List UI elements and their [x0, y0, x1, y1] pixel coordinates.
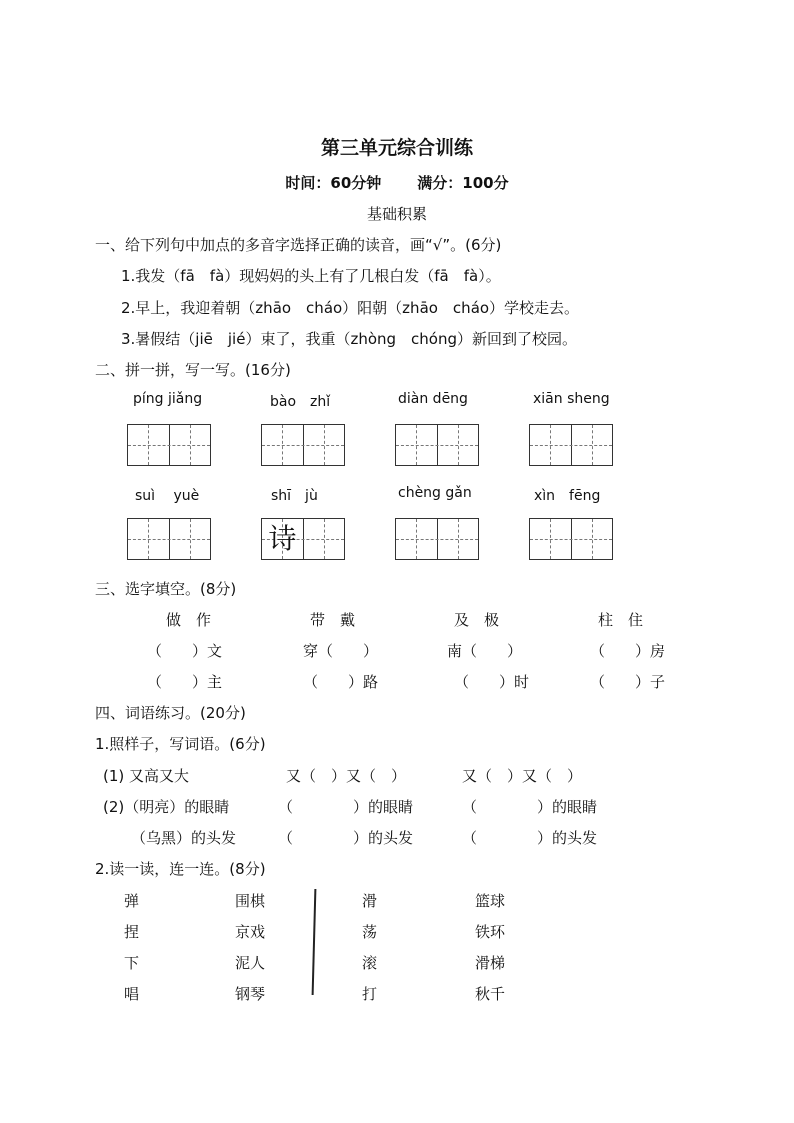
match-item[interactable]: 滑 [362, 892, 378, 910]
match-item[interactable]: 唱 [124, 985, 140, 1003]
match-item[interactable]: 滑梯 [475, 954, 506, 972]
match-item[interactable]: 下 [124, 954, 140, 972]
full-score: 满分：100分 [417, 174, 509, 192]
q1-item-3: 3.暑假结（jiē jié）束了，我重（zhòng chóng）新回到了校园。 [121, 330, 577, 348]
fill-blank[interactable]: （ ）的眼睛 [462, 798, 598, 816]
fill-blank[interactable]: 穿（ ） [303, 642, 379, 660]
pinyin-3: diàn dēng [398, 391, 468, 407]
column-divider [312, 889, 317, 995]
char-pair: 做 作 [166, 611, 212, 629]
match-item[interactable]: 铁环 [475, 923, 506, 941]
pinyin-1: píng jiǎng [133, 391, 203, 407]
pinyin-4: xiān sheng [533, 391, 610, 407]
fill-blank[interactable]: （ ）房 [590, 642, 666, 660]
match-item[interactable]: 钢琴 [235, 985, 266, 1003]
section-title: 基础积累 [366, 205, 427, 223]
fill-blank[interactable]: （ ）的眼睛 [278, 798, 414, 816]
match-item[interactable]: 秋千 [475, 985, 506, 1003]
example-character: 诗 [268, 522, 297, 555]
example-word: （乌黑）的头发 [131, 829, 237, 847]
writing-grid[interactable] [395, 424, 479, 466]
pinyin-2: bào zhǐ [270, 394, 331, 410]
pinyin-7: chèng gǎn [398, 485, 472, 501]
pinyin-5: suì yuè [135, 488, 200, 504]
fill-blank[interactable]: 南（ ） [447, 642, 523, 660]
fill-blank[interactable]: 又（ ）又（ ） [286, 767, 407, 785]
fill-blank[interactable]: （ ）路 [303, 673, 379, 691]
fill-blank[interactable]: （ ）文 [147, 642, 223, 660]
match-item[interactable]: 篮球 [475, 892, 506, 910]
match-item[interactable]: 泥人 [235, 954, 266, 972]
fill-blank[interactable]: 又（ ）又（ ） [462, 767, 583, 785]
time-limit: 时间：60分钟 [285, 174, 382, 192]
fill-blank[interactable]: （ ）主 [147, 673, 223, 691]
char-pair: 柱 住 [598, 611, 644, 629]
char-pair: 及 极 [454, 611, 500, 629]
match-item[interactable]: 打 [362, 985, 378, 1003]
q1-item-2: 2.早上，我迎着朝（zhāo cháo）阳朝（zhāo cháo）学校走去。 [121, 299, 580, 317]
q2-title: 二、拼一拼，写一写。(16分) [95, 361, 291, 379]
pinyin-8: xìn fēng [534, 488, 601, 504]
writing-grid[interactable] [261, 424, 345, 466]
fill-blank[interactable]: （ ）时 [454, 673, 530, 691]
example-word: (2)（明亮）的眼睛 [103, 798, 230, 816]
writing-grid[interactable] [529, 518, 613, 560]
q1-title: 一、给下列句中加点的多音字选择正确的读音，画“√”。(6分) [95, 236, 502, 254]
q1-item-1: 1.我发（fā fà）现妈妈的头上有了几根白发（fā fà）。 [121, 267, 501, 285]
fill-blank[interactable]: （ ）子 [590, 673, 666, 691]
exam-info [0, 172, 794, 193]
writing-grid-example[interactable] [261, 518, 345, 560]
char-pair: 带 戴 [310, 611, 356, 629]
match-item[interactable]: 荡 [362, 923, 378, 941]
q4-sub1: 1.照样子，写词语。(6分) [95, 735, 266, 753]
example-word: (1) 又高又大 [103, 767, 190, 785]
match-item[interactable]: 滚 [362, 954, 378, 972]
writing-grid[interactable] [529, 424, 613, 466]
match-item[interactable]: 捏 [124, 923, 140, 941]
q4-title: 四、词语练习。(20分) [95, 704, 246, 722]
writing-grid[interactable] [127, 424, 211, 466]
page-title: 第三单元综合训练 [320, 137, 473, 159]
fill-blank[interactable]: （ ）的头发 [278, 829, 414, 847]
writing-grid[interactable] [127, 518, 211, 560]
pinyin-6: shī jù [271, 488, 318, 504]
match-item[interactable]: 弹 [124, 892, 140, 910]
match-item[interactable]: 围棋 [235, 892, 266, 910]
fill-blank[interactable]: （ ）的头发 [462, 829, 598, 847]
match-item[interactable]: 京戏 [235, 923, 266, 941]
q4-sub2: 2.读一读，连一连。(8分) [95, 860, 266, 878]
writing-grid[interactable] [395, 518, 479, 560]
q3-title: 三、选字填空。(8分) [95, 580, 237, 598]
